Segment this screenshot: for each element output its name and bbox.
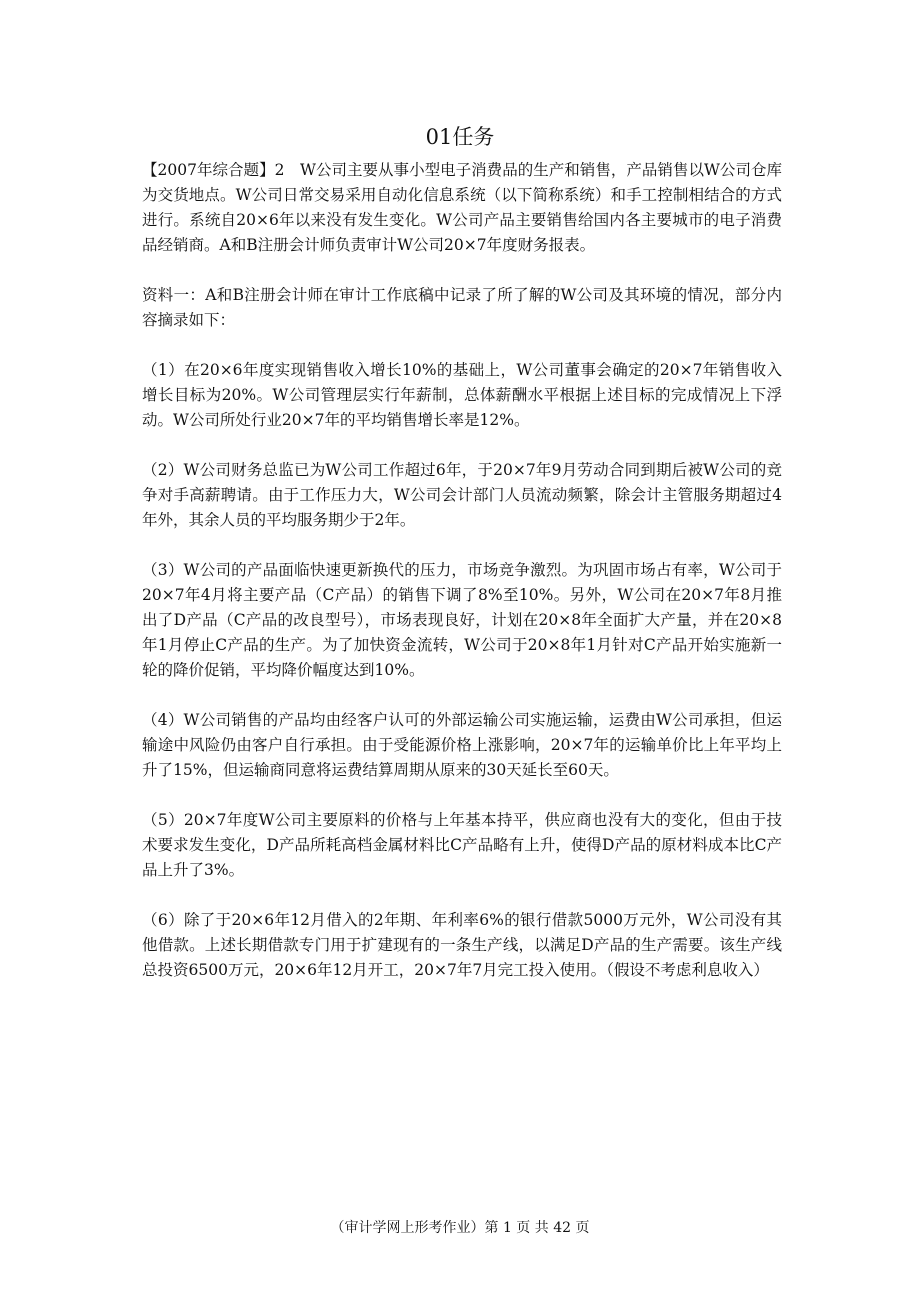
document-body	[142, 158, 782, 1008]
page-title: 01任务	[425, 125, 495, 149]
paragraph-item-4: （4）W公司销售的产品均由经客户认可的外部运输公司实施运输，运费由W公司承担，但运输途中风险仍由客户自行承担。由于受能源价格上涨影响，20×7年的运输单价比上年平均上升了15%，但运输商同意将运费结算周期从原来的30天延长至60天。	[142, 711, 782, 779]
paragraph-item-3: （3）W公司的产品面临快速更新换代的压力，市场竞争激烈。为巩固市场占有率，W公司于20×7年4月将主要产品（C产品）的销售下调了8%至10%。另外，W公司在20×7年8月推出了D产品（C产品的改良型号），市场表现良好，计划在20×8年全面扩大产量，并在20×8年1月停止C产品的生产。为了加快资金流转，W公司于20×8年1月针对C产品开始实施新一轮的降价促销，平均降价幅度达到10%。	[142, 561, 782, 679]
paragraph-material-one: 资料一：A和B注册会计师在审计工作底稿中记录了所了解的W公司及其环境的情况，部分内容摘录如下：	[142, 286, 782, 329]
paragraph-item-6: （6）除了于20×6年12月借入的2年期、年利率6%的银行借款5000万元外，W公司没有其他借款。上述长期借款专门用于扩建现有的一条生产线，以满足D产品的生产需要。该生产线总投资6500万元，20×6年12月开工，20×7年7月完工投入使用。（假设不考虑利息收入）	[142, 911, 782, 979]
paragraph-item-2: （2）W公司财务总监已为W公司工作超过6年，于20×7年9月劳动合同到期后被W公司的竞争对手高薪聘请。由于工作压力大，W公司会计部门人员流动频繁，除会计主管服务期超过4年外，其余人员的平均服务期少于2年。	[142, 461, 782, 529]
paragraph-item-5: （5）20×7年度W公司主要原料的价格与上年基本持平，供应商也没有大的变化，但由于技术要求发生变化，D产品所耗高档金属材料比C产品略有上升，使得D产品的原材料成本比C产品上升了3%。	[142, 811, 782, 879]
page-footer: （审计学网上形考作业）第 1 页 共 42 页	[330, 1220, 590, 1236]
paragraph-intro: 【2007年综合题】2 W公司主要从事小型电子消费品的生产和销售，产品销售以W公司仓库为交货地点。W公司日常交易采用自动化信息系统（以下简称系统）和手工控制相结合的方式进行。系统自20×6年以来没有发生变化。W公司产品主要销售给国内各主要城市的电子消费品经销商。A和B注册会计师负责审计W公司20×7年度财务报表。	[142, 161, 782, 254]
paragraph-item-1: （1）在20×6年度实现销售收入增长10%的基础上，W公司董事会确定的20×7年销售收入增长目标为20%。W公司管理层实行年薪制，总体薪酬水平根据上述目标的完成情况上下浮动。W公司所处行业20×7年的平均销售增长率是12%。	[142, 361, 782, 429]
